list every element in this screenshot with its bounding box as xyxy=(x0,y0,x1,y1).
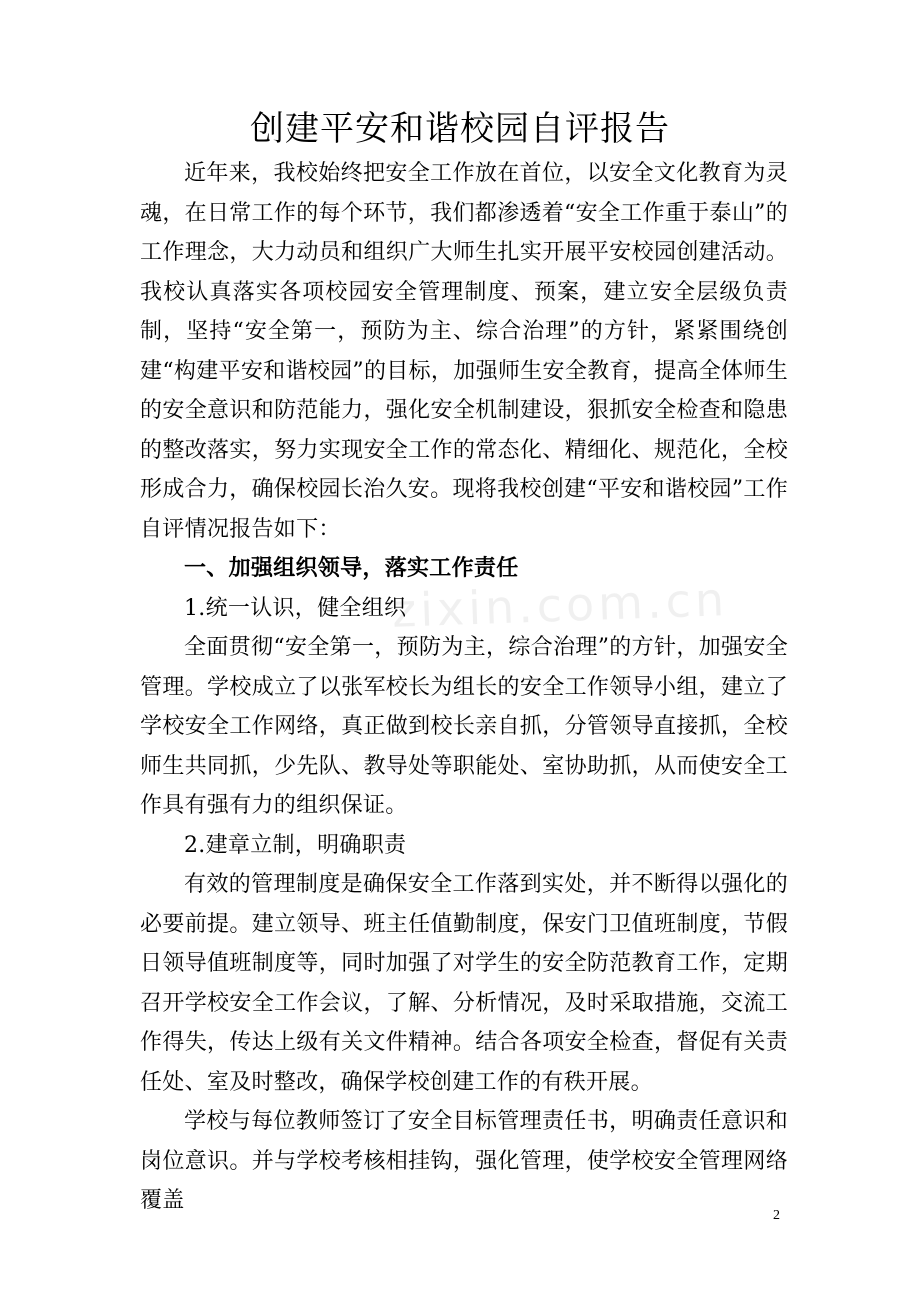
paragraph-responsibility: 学校与每位教师签订了安全目标管理责任书，明确责任意识和岗位意识。并与学校考核相挂钩，强化管理，使学校安全管理网络覆盖 xyxy=(140,1109,788,1213)
paragraph-rules: 有效的管理制度是确保安全工作落到实处，并不断得以强化的必要前提。建立领导、班主任值勤制度，保安门卫值班制度，节假日领导值班制度等，同时加强了对学生的安全防范教育工作，定期召开学校安全工作会议，了解、分析情况，及时采取措施，交流工作得失，传达上级有关文件精神。结合各项安全检查，督促有关责任处、室及时整改，确保学校创建工作的有秩开展。 xyxy=(140,872,788,1095)
section-heading-1: 一、加强组织领导，落实工作责任 xyxy=(184,555,519,581)
page-number: 2 xyxy=(773,1208,780,1223)
intro-paragraph: 近年来，我校始终把安全工作放在首位，以安全文化教育为灵魂，在日常工作的每个环节，我们都渗透着“安全工作重于泰山”的工作理念，大力动员和组织广大师生扎实开展平安校园创建活动。我校认真落实各项校园安全管理制度、预案，建立安全层级负责制，坚持“安全第一，预防为主、综合治理”的方针，紧紧围绕创建“构建平安和谐校园”的目标，加强师生安全教育，提高全体师生的安全意识和防范能力，强化安全机制建设，狠抓安全检查和隐患的整改落实，努力实现安全工作的常态化、精细化、规范化，全校形成合力，确保校园长治久安。现将我校创建“平安和谐校园”工作自评情况报告如下： xyxy=(140,161,788,542)
document-title: 创建平安和谐校园自评报告 xyxy=(250,109,670,149)
document-body xyxy=(140,154,788,1221)
paragraph-organization: 全面贯彻“安全第一，预防为主，综合治理”的方针，加强安全管理。学校成立了以张军校长为组长的安全工作领导小组，建立了学校安全工作网络，真正做到校长亲自抓，分管领导直接抓，全校师生共同抓，少先队、教导处等职能处、室协助抓，从而使安全工作具有强有力的组织保证。 xyxy=(140,635,788,818)
subheading-1: 1.统一认识，健全组织 xyxy=(184,595,407,621)
subheading-2: 2.建章立制，明确职责 xyxy=(184,832,407,858)
watermark: zixin.com.cn xyxy=(391,572,729,638)
